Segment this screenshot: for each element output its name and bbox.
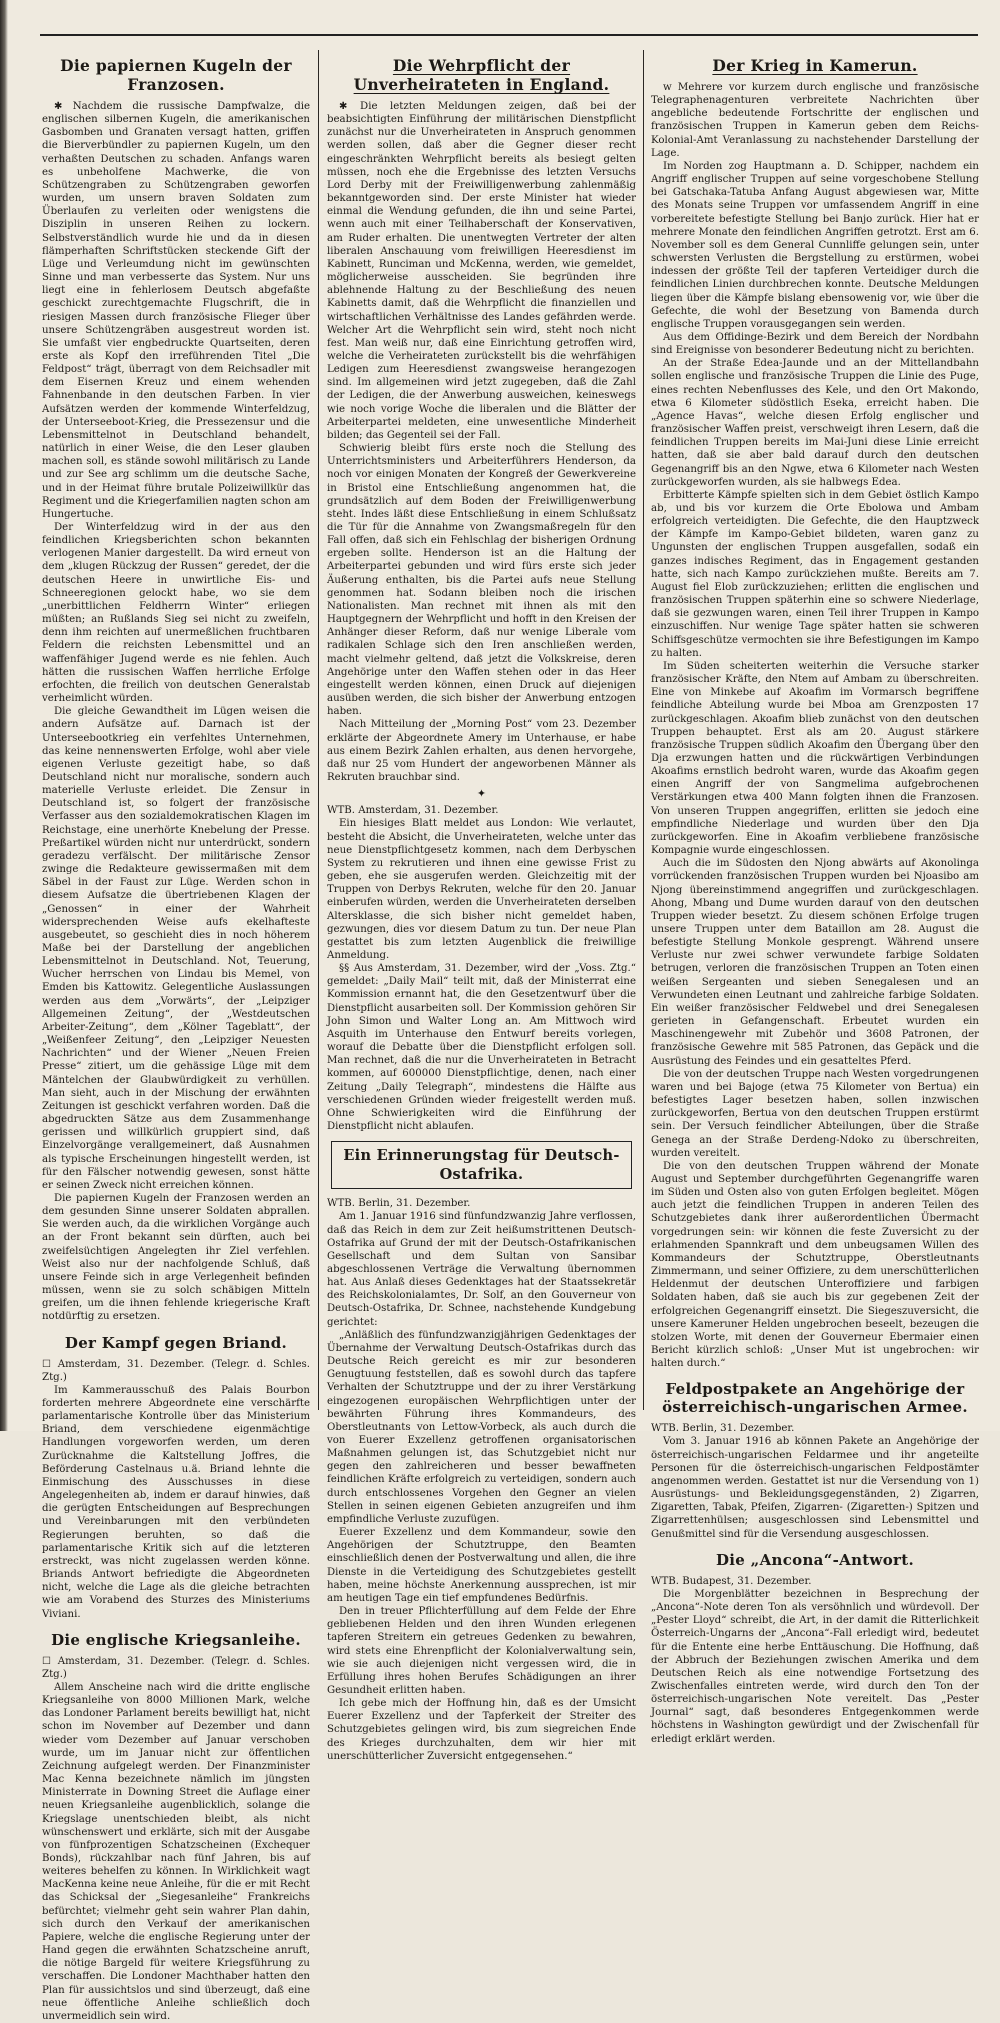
article-paragraph: Am 1. Januar 1916 sind fünfundzwanzig Jahre verflossen, daß das Reich in dem zur Zeit heißumstrittenen Deutsch-Ostafrika auf Grund der mit der Deutsch-Ostafrikanischen Gesellschaft und dem Sultan von Sansibar abgeschlossenen Verträge die Verwaltung übernommen hat. Aus Anlaß dieses Gedenktages hat der Staatssekretär des Reichskolonialamtes, Dr. Solf, an den Gouverneur von Deutsch-Ostafrika, Dr. Schnee, nachstehende Kundgebung gerichtet: (327, 1211, 636, 1328)
dateline: ☐ Amsterdam, 31. Dezember. (Telegr. d. Schles. Ztg.) (42, 1358, 310, 1383)
article-paragraph: ✱ Die letzten Meldungen zeigen, daß bei der beabsichtigten Einführung der militärischen Dienstpflicht zunächst nur die Unverheirateten in Anspruch genommen werden sollen, daß aber die Gegner dieser recht eingeschränkten Wehrpflicht bereits als besiegt gelten müssen, noch ehe die Ergebnisse des letzten Versuchs Lord Derby mit der Freiwilligenwerbung zahlenmäßig bekanntgeworden sind. Der erste Minister hat wieder einmal die Wendung gefunden, die ihn und seine Partei, wenn auch mit einer Teilhaberschaft der Konservativen, am Ruder erhalten. Die unentwegten Vertreter der alten liberalen Anschauung vom freiwilligen Heeresdienst im Kabinett, Runciman und McKenna, werden, wie gemeldet, möglicherweise ausscheiden. Sie begründen ihre ablehnende Haltung zu der Beschließung des neuen Kabinetts damit, daß die Wehrpflicht die finanziellen und wirtschaftlichen Verhältnisse des Landes gefährden werde. Welcher Art die Wehrpflicht sein wird, steht noch nicht fest. Man weiß nur, daß eine Einrichtung getroffen wird, welche die Verheirateten zurückstellt bis die wehrfähigen Ledigen zum Heeresdienst zwangsweise herangezogen sind. Im allgemeinen wird jetzt zugegeben, daß die Zahl der Ledigen, die der Anwerbung ausweichen, keineswegs wie noch vorige Woche die liberalen und die Blätter der Arbeiterpartei meldeten, eine unwesentliche Minderheit bilden; das Gegenteil sei der Fall. (327, 101, 636, 441)
article-paragraph: Die von der deutschen Truppe nach Westen vorgedrungenen waren und bei Bajoge (etwa 75 Kilometer von Bertua) ein befestigtes Lager besetzen haben, sollen inzwischen zurückgeworfen, Bertua von den deutschen Truppen erstürmt sein. Der Versuch feindlicher Abteilungen, über die Straße Genega an der Straße Derdeng-Ndoko zu überschreiten, wurden vereitelt. (651, 1068, 979, 1159)
article-paragraph: Die papiernen Kugeln der Franzosen werden an dem gesunden Sinne unserer Soldaten abprallen. Sie werden auch, da die wirklichen Vorgänge auch an der Front bekannt sein dürften, auch bei zweifelsüchtigen Angelegten ihr Ziel verfehlen. Weist also nur der nachfolgende Schluß, daß unsere Feinde sich in arge Verlegenheit befinden müssen, wenn sie zu solch schäbigen Mitteln greifen, um die ihnen fehlende kriegerische Kraft notdürftig zu ersetzen. (42, 1192, 310, 1323)
article-title: Die Wehrpflicht der Unverheirateten in England. (353, 56, 610, 94)
separator-mark: ✦ (476, 787, 487, 801)
article-paragraph: Im Süden scheiterten weiterhin die Versuche starker französischer Kräfte, den Ntem auf Ambam zu überschreiten. Eine von Minkebe auf Akoafim im Vormarsch begriffene feindliche Abteilung wurde bei Mboa am Grenzposten 17 zurückgeschlagen. Akoafim blieb zunächst von den deutschen Truppen behauptet. Erst als am 20. August stärkere französische Truppen südlich Akoafim den Übergang über den Dja erzwungen hatten und die rückwärtigen Verbindungen Akoafims ernstlich bedroht waren, wurde das Akoafim gegen einen Angriff der von Sangmelima aufgebrochenen Verstärkungen etwa 400 Mann folgten ihnen die Franzosen. Von unseren Truppen angegriffen, erlitten sie jedoch eine empfindliche Niederlage und wurden über den Dja zurückgeworfen. Eine in Akoafim verbliebene französische Kompagnie wurde eingeschlossen. (651, 660, 979, 857)
article-paragraph: Ich gebe mich der Hoffnung hin, daß es der Umsicht Euerer Exzellenz und der Tapferkeit der Streiter des Schutzgebietes gelingen wird, bis zum siegreichen Ende des Krieges durchzuhalten, dem wir hier mit unerschütterlicher Zuversicht entgegensehen.“ (327, 1698, 636, 1762)
article-paragraph: w Mehrere vor kurzem durch englische und französische Telegraphenagenturen verbreitete Nachrichten über angebliche bedeutende Fortschritte der englischen und französischen Truppen in Kamerun geben dem Reichs-Kolonial-Amt Veranlassung zu nachstehender Darstellung der Lage. (651, 82, 979, 159)
article-paragraph: Erbitterte Kämpfe spielten sich in dem Gebiet östlich Kampo ab, und bis vor kurzem die Orte Ebolowa und Ambam erfolgreich verteidigten. Die Gefechte, die den Hauptzweck der Kämpfe im Kampo-Gebiet bildeten, waren ganz zu Ungunsten der englischen Truppen ausgefallen, sodaß ein ganzes indisches Regiment, das in Engagement gestanden hatte, sich nach Kampo zurückziehen mußte. Bereits am 7. August fiel Elob zurückzuziehen; erlitten die englischen und französischen Truppen späterhin eine so schwere Niederlage, daß sie gezwungen waren, einen Teil ihrer Truppen in Kampo einzuschiffen. Nur wenige Tage später hatten sie schweren Schiffsgeschütze vermochten sie ihre Befestigungen im Kampo zu halten. (651, 489, 979, 659)
article-paragraph: Allem Anscheine nach wird die dritte englische Kriegsanleihe von 8000 Millionen Mark, welche das Londoner Parlament bereits bewilligt hat, nicht schon im November auf Dezember und dann wieder vom Dezember auf Januar verschoben wurde, um im Januar nicht zur öffentlichen Zeichnung aufgelegt werden. Der Finanzminister Mac Kenna bezeichnete nämlich im jüngsten Ministerrate in Downing Street die Auflage einer neuen Kriegsanleihe augenblicklich, solange die Kriegslage unentschieden bleibt, als nicht wünschenswert und erklärte, sich mit der Ausgabe von fünfprozentigen Schatzscheinen (Exchequer Bonds), rückzahlbar nach fünf Jahren, bis auf weiteres behelfen zu können. In Wirklichkeit wagt MacKenna keine neue Anleihe, für die er mit Recht das Schicksal der „Siegesanleihe“ Frankreichs befürchtet; vielmehr geht sein wahrer Plan dahin, sich durch den Verkauf der amerikanischen Papiere, welche die englische Regierung unter der Hand gegen die erwähnten Schatzscheine anruft, die nötige Bargeld für weitere Kriegsführung zu verschaffen. Die Londoner Machthaber hatten den Plan für aussichtslos und sind überzeugt, daß eine neue öffentliche Anleihe schließlich doch unvermeidlich sein wird. (42, 1681, 310, 2022)
article-paragraph: Im Norden zog Hauptmann a. D. Schipper, nachdem ein Angriff englischer Truppen auf seine vorgeschobene Stellung bei Gatschaka-Tatuba Anfang August abgewiesen war, Mitte des Monats seine Truppen vor umfassendem Angriff in eine vorbereitete befestigte Stellung bei Banjo zurück. Hier hat er mehrere Monate den feindlichen Angriffen getrotzt. Erst am 6. November soll es dem General Cunnliffe gelungen sein, unter schwersten Verlusten die Bergstellung zu erstürmen, wobei indessen der größte Teil der tapferen Verteidiger durch die feindlichen Linien durchbrechen konnte. Deutsche Meldungen liegen über die Kämpfe bislang ebensowenig vor, wie über die Gefechte, die wohl der Besetzung von Bamenda durch englische Truppen vorausgegangen sein werden. (651, 160, 979, 330)
article-paragraph: Der Winterfeldzug wird in der aus den feindlichen Kriegsberichten schon bekannten verlogenen Manier dargestellt. Da wird erneut von dem „klugen Rückzug der Russen“ geredet, der die deutschen Heere in unwirtliche Eis- und Schneeregionen gelockt habe, wo sie dem „unerbittlichen Feldherrn Winter“ erliegen müßten; an Rußlands Sieg sei nicht zu zweifeln, denn ihm reichten auf unermeßlichen fruchtbaren Feldern die reichsten Lebensmittel und an waffenfähiger Jugend werde es nie fehlen. Auch hätten die russischen Waffen herrliche Erfolge erfochten, die freilich von deutschen Generalstab verheimlicht würden. (42, 522, 310, 705)
article-paragraph: Ein hiesiges Blatt meldet aus London: Wie verlautet, besteht die Absicht, die Unverheirateten, welche unter das neue Dienstpflichtgesetz kommen, nach dem Derbyschen System zu rekrutieren und ihnen eine gewisse Frist zu geben, ehe sie ausgerufen werden. Gleichzeitig mit der Truppen von Derbys Rekruten, welche für den 20. Januar einberufen würden, werden die Unverheirateten derselben Altersklasse, die sich bisher nicht gemeldet haben, gezwungen, dies vor diesem Datum zu tun. Der neue Plan gestattet bis zum letzten Augenblick die freiwillige Anmeldung. (327, 818, 636, 961)
article-paragraph: Auch die im Südosten den Njong abwärts auf Akonolinga vorrückenden französischen Truppen wurden bei Njoasibo am Njong übereinstimmend angegriffen und zurückgeschlagen. Ahong, Mbang und Dume wurden darauf von den deutschen Truppen wieder besetzt. Zu diesem schönen Erfolge trugen unsere Truppen unter dem Bataillon am 28. August die befestigte Stellung Monkole gesprengt. Während unsere Verluste nur zwei schwer verwundete farbige Soldaten betrugen, verloren die französischen Truppen an Toten einen weißen Sergeanten und sieben Senegalesen und an Verwundeten einen Leutnant und zahlreiche farbige Soldaten. Ein weißer französischer Feldwebel und drei Senegalesen gerieten in Gefangenschaft. Erbeutet wurden ein Maschinengewehr mit Zubehör und 3608 Patronen, der französische Gewehre mit 585 Patronen, das Gepäck und die Ausrüstung des Feindes und ein gesatteltes Pferd. (651, 858, 979, 1067)
dateline: ☐ Amsterdam, 31. Dezember. (Telegr. d. Schles. Ztg.) (42, 1655, 310, 1680)
column-middle (327, 50, 636, 1762)
article-paragraph: Vom 3. Januar 1916 ab können Pakete an Angehörige der österreichisch-ungarischen Feldarmee und ihr angeteilte Personen für die österreichisch-ungarischen Feldpostämter angenommen werden. Gestattet ist nur die Versendung von 1) Ausrüstungs- und Bekleidungsgegenständen, 2) Zigarren, Zigaretten, Tabak, Pfeifen, Zigarren- (Zigaretten-) Spitzen und Zigarrettenhülsen; ausgeschlossen sind Lebensmittel und Genußmittel sind für die Versendung ausgeschlossen. (651, 1436, 979, 1540)
article-title: Der Kampf gegen Briand. (64, 1333, 288, 1352)
article-title: Die papiernen Kugeln der Franzosen. (60, 56, 292, 94)
article-title: Die englische Kriegsanleihe. (51, 1630, 301, 1649)
dateline: WTB. Berlin, 31. Dezember. (651, 1423, 795, 1435)
article-paragraph: Nach Mitteilung der „Morning Post“ vom 23. Dezember erklärte der Abgeordnete Amery im Unterhause, er habe aus einem Bezirk Zahlen erhalten, aus denen hervorgehe, daß nur 25 vom Hundert der angeworbenen Männer als Rekruten brauchbar sind. (327, 719, 636, 783)
article-paragraph: An der Straße Edea-Jaunde und an der Mittellandbahn sollen englische und französische Truppen die Linie des Puge, eines rechten Nebenflusses des Kele, und den Ort Makondo, etwa 6 Kilometer südöstlich Eseka, erreicht haben. Die „Agence Havas“, welche diesen Erfolg englischer und französischer Waffen preist, verschweigt ihren Lesern, daß die feindlichen Truppen bereits im Mai-Juni diese Linie erreicht hatten, daß sie aber bald darauf durch den deutschen Gegenangriff bis an den Ngwe, etwa 6 Kilometer nach Westen zurückgeworfen wurden, als sie halbwegs Edea. (651, 358, 979, 488)
article-title: Die „Ancona“-Antwort. (715, 1550, 914, 1569)
column-left (42, 50, 310, 2022)
column-rule (318, 50, 319, 1410)
article-paragraph: Schwierig bleibt fürs erste noch die Stellung des Unterrichtsministers und Arbeiterführers Henderson, da noch vor einigen Monaten der Kongreß der Gewerkvereine in Bristol eine Entschließung angenommen hat, die grundsätzlich auf dem Boden der Freiwilligenwerbung steht. Indes läßt diese Entschließung in einem Schlußsatz die Tür für die Annahme von Zwangsmaßregeln für den Fall offen, daß sich ein Fehlschlag der bisherigen Ordnung ergeben sollte. Henderson ist an die Haltung der Arbeiterpartei gebunden und wird fürs erste sich jeder Äußerung enthalten, bis die Partei aufs neue Stellung genommen hat. Sodann bleiben noch die irischen Nationalisten. Man rechnet mit ihnen als mit den Hauptgegnern der Wehrpflicht und hofft in den Kreisen der Anhänger dieser Reform, daß nur wenige Liberale vom radikalen Schlage sich den Iren anschließen werden, macht vielmehr geltend, daß jetzt die Volkskreise, deren Angehörige unter den Waffen stehen oder in das Heer eingestellt werden können, einen Druck auf diejenigen ausüben werden, die sich bisher der Anwerbung entzogen haben. (327, 443, 636, 718)
column-rule (643, 50, 644, 1410)
article-paragraph: „Anläßlich des fünfundzwanzigjährigen Gedenktages der Übernahme der Verwaltung Deutsch-Ostafrikas durch das Deutsche Reich gereicht es mir zur besonderen Genugtuung feststellen, daß es sowohl durch das tapfere Verhalten der Schutztruppe und der zu ihrer Verstärkung eingezogenen europäischen Wehrpflichtigen unter der bewährten Führung ihres Kommandeurs, des Oberstleutnants von Lettow-Vorbeck, als auch durch die von Euerer Exzellenz getroffenen organisatorischen Maßnahmen gelungen ist, das Schutzgebiet nicht nur gegen den zahlreicheren und besser bewaffneten feindlichen Kräfte erfolgreich zu verteidigen, sondern auch durch entschlossenes Vorgehen den Gegner an vielen Stellen in seinen eigenen Gebieten anzugreifen und ihm empfindliche Verluste zuzufügen. (327, 1329, 636, 1525)
dateline: WTB. Berlin, 31. Dezember. (327, 1198, 471, 1210)
article-paragraph: §§ Aus Amsterdam, 31. Dezember, wird der „Voss. Ztg.“ gemeldet: „Daily Mail“ teilt mit, daß der Ministerrat eine Kommission ernannt hat, die den Gesetzentwurf über die Dienstpflicht ausarbeiten soll. Der Kommission gehören Sir John Simon und Walter Long an. Am Mittwoch wird Asquith im Unterhause den Entwurf bereits vorlegen, worauf die Debatte über die Dienstpflicht erfolgen soll. Man rechnet, daß die nur die Unverheirateten in Betracht kommen, auf 600000 Dienstpflichtige, denen, nach einer Zeitung „Daily Telegraph“, mindestens die Hälfte aus verschiedenen Gründen wieder freigestellt werden muß. Ohne Schwierigkeiten wird die Einführung der Dienstpflicht nicht ablaufen. (327, 963, 636, 1133)
top-rule (40, 34, 978, 36)
dateline: WTB. Amsterdam, 31. Dezember. (327, 805, 499, 817)
article-title-boxed: Ein Erinnerungstag für Deutsch-Ostafrika. (331, 1141, 632, 1189)
article-title: Der Krieg in Kamerun. (712, 56, 918, 75)
article-paragraph: ✱ Nachdem die russische Dampfwalze, die englischen silbernen Kugeln, die amerikanischen Gasbomben und Granaten versagt hatten, griffen die Bierverbündler zu papiernen Kugeln, um den verhaßten Deutschen zu schaden. Anfangs waren es unbeholfene Machwerke, die von Schützengraben zu Schützengraben geworfen wurden, um unsern braven Soldaten zum Überlaufen zu verleiten oder wenigstens die Disziplin in unseren Reihen zu lockern. Selbstverständlich wurde hie und da in diesen flämperhaften Schriftstücken steckende Gift der Lüge und Verleumdung nicht im gewünschten Sinne und man verbesserte das System. Nur uns liegt eine in fehlerlosem Deutsch abgefaßte geschickt zurechtgemachte Flugschrift, die in riesigen Massen durch französische Flieger über unsere Schützengräben ausgestreut worden ist. Sie umfaßt vier engbedruckte Quartseiten, deren erste als Kopf den irreführenden Titel „Die Feldpost“ trägt, überragt von dem Reichsadler mit dem Eisernen Kreuz und einem wehenden Fahnenbande in den deutschen Farben. In vier Aufsätzen werden der kommende Winterfeldzug, der Unterseeboot-Krieg, die Pressezensur und die Lebensmittelnot in Deutschland behandelt, natürlich in einer Weise, die den Leser glauben machen soll, es stände sowohl militärisch zu Lande und zur See arg schlimm um die deutsche Sache, und in der Heimat führe brutale Polizeiwillkür das Regiment und die Kriegerfamilien nagten schon am Hungertuche. (42, 101, 310, 520)
article-paragraph: Den in treuer Pflichterfüllung auf dem Felde der Ehre gebliebenen Helden und den ihren Wunden erlegenen tapferen Streitern ein getreues Gedenken zu bewahren, wird stets eine Ehrenpflicht der Kolonialverwaltung sein, wie sie auch diejenigen nicht vergessen wird, die in Erfüllung ihres hohen Berufes Schädigungen an ihrer Gesundheit erlitten haben. (327, 1606, 636, 1696)
dateline: WTB. Budapest, 31. Dezember. (651, 1575, 812, 1587)
article-paragraph: Im Kammerausschuß des Palais Bourbon forderten mehrere Abgeordnete eine verschärfte parlamentarische Kontrolle über das Ministerium Briand, dem verschiedene eigenmächtige Handlungen vorgeworfen werden, um deren Zurücknahme die Kaltstellung Joffres, die Beförderung Castelnaus u.ä. Briand lehnte die Einmischung des Ausschusses in diese Angelegenheiten ab, indem er darauf hinwies, daß die gerügten Entscheidungen auf Besprechungen und Vereinbarungen mit den verbündeten Regierungen beruhten, so daß die parlamentarische Kritik sich auf die letzteren erstreckt, was nicht zugelassen werden könne. Briands Antwort befriedigte die Abgeordneten nicht, welche die Lage als die gleiche betrachten wie am Vorabend des Sturzes des Ministeriums Viviani. (42, 1384, 310, 1620)
article-paragraph: Die Morgenblätter bezeichnen in Besprechung der „Ancona“-Note deren Ton als versöhnlich und würdevoll. Der „Pester Lloyd“ schreibt, die Art, in der damit die Ritterlichkeit Österreich-Ungarns der „Ancona“-Fall erledigt wird, bedeutet für die Entente eine herbe Enttäuschung. Die Hoffnung, daß der Abbruch der Beziehungen zwischen Amerika und dem Deutschen Reich als eine notwendige Fortsetzung des Zwischenfalles eintreten werde, wird durch den Ton der österreichisch-ungarischen Note vereitelt. Das „Pester Journal“ sagt, daß besonderes Entgegenkommen werde höchstens in Washington gewürdigt und der Zwischenfall für erledigt erklärt werden. (651, 1588, 979, 1745)
article-paragraph: Aus dem Offidinge-Bezirk und dem Bereich der Nordbahn sind Ereignisse von besonderer Bedeutung nicht zu berichten. (651, 331, 979, 357)
article-paragraph: Die von den deutschen Truppen während der Monate August und September durchgeführten Gegenangriffe waren im Süden und Osten also von guten Erfolgen begleitet. Mögen auch jetzt die feindlichen Truppen in anderen Teilen des Schutzgebietes dank ihrer außerordentlichen Übermacht vorgedrungen sein: wir können die feste Zuversicht zu der erlahmenden Spannkraft und dem unbeugsamen Willen des Kommandeurs der Schutztruppe, Oberstleutnants Zimmermann, und seiner Offiziere, zu dem unerschütterlichen Heldenmut der deutschen Unteroffiziere und farbigen Soldaten haben, daß sie auch bis zur gegebenen Zeit der erfolgreichen Gegenangriff einsetzt. Die Siegeszuversicht, die unsere Kameruner Helden ungebrochen beseelt, bezeugen die stolzen Worte, mit denen der Gouverneur Ebermaier einen Bericht kürzlich schloß: „Unser Mut ist ungebrochen: wir halten durch.“ (651, 1160, 979, 1370)
column-right (651, 50, 979, 1745)
article-paragraph: Die gleiche Gewandtheit im Lügen weisen die andern Aufsätze auf. Darnach ist der Unterseebootkrieg ein verfehltes Unternehmen, das keine nennenswerten Erfolge, wohl aber viele eigenen Verluste gezeitigt habe, so daß Deutschland nicht nur moralische, sondern auch materielle Verluste erleidet. Die Zensur in Deutschland ist, so folgert der französische Verfasser aus den sozialdemokratischen Klagen im Reichstage, eine unerhörte Knebelung der Presse. Preßartikel würden nicht nur unterdrückt, sondern geradezu verfälscht. Der militärische Zensor zwinge die Redakteure gewissermaßen mit dem Säbel in der Faust zur Lüge. Werden schon in diesem Aufsatze die übertriebenen Klagen der „Genossen“ in einer der Wahrheit widersprechenden Weise aufs ekelhafteste ausgebeutet, so geschieht dies in noch höherem Maße bei der Darstellung der angeblichen Lebensmittelnot in Deutschland. Not, Teuerung, Wucher herrschen von Lindau bis Memel, von Emden bis Kattowitz. Gelegentliche Auslassungen werden aus dem „Vorwärts“, der „Leipziger Allgemeinen Zeitung“, der „Westdeutschen Arbeiter-Zeitung“, dem „Kölner Tageblatt“, der „Weißenfeer Zeitung“, den „Leipziger Neuesten Nachrichten“ und der Wiener „Neuen Freien Presse“ zitiert, um die gehässige Lüge mit dem Mäntelchen der Glaubwürdigkeit zu verhüllen. Man sieht, auch in der Mischung der erwähnten Zeitungen ist geschickt verfahren worden. Daß die abgedruckten Sätze aus dem Zusammenhange gerissen und willkürlich gruppiert sind, daß Einzelvorgänge verallgemeinert, daß Ausnahmen als typische Erscheinungen hingestellt werden, ist für den Fälscher notwendig gewesen, sonst hätte er seinen Zweck nicht erreichen können. (42, 706, 310, 1191)
article-paragraph: Euerer Exzellenz und dem Kommandeur, sowie den Angehörigen der Schutztruppe, den Beamten einschließlich denen der Postverwaltung und allen, die ihre Dienste in die Verteidigung des Schutzgebietes gestellt haben, meine höchste Anerkennung aussprechen, ist mir am heutigen Tage ein tief empfundenes Bedürfnis. (327, 1527, 636, 1604)
article-title: Feldpostpakete an Angehörige der österreichisch-ungarischen Armee. (662, 1380, 968, 1417)
page-edge (0, 0, 8, 1431)
